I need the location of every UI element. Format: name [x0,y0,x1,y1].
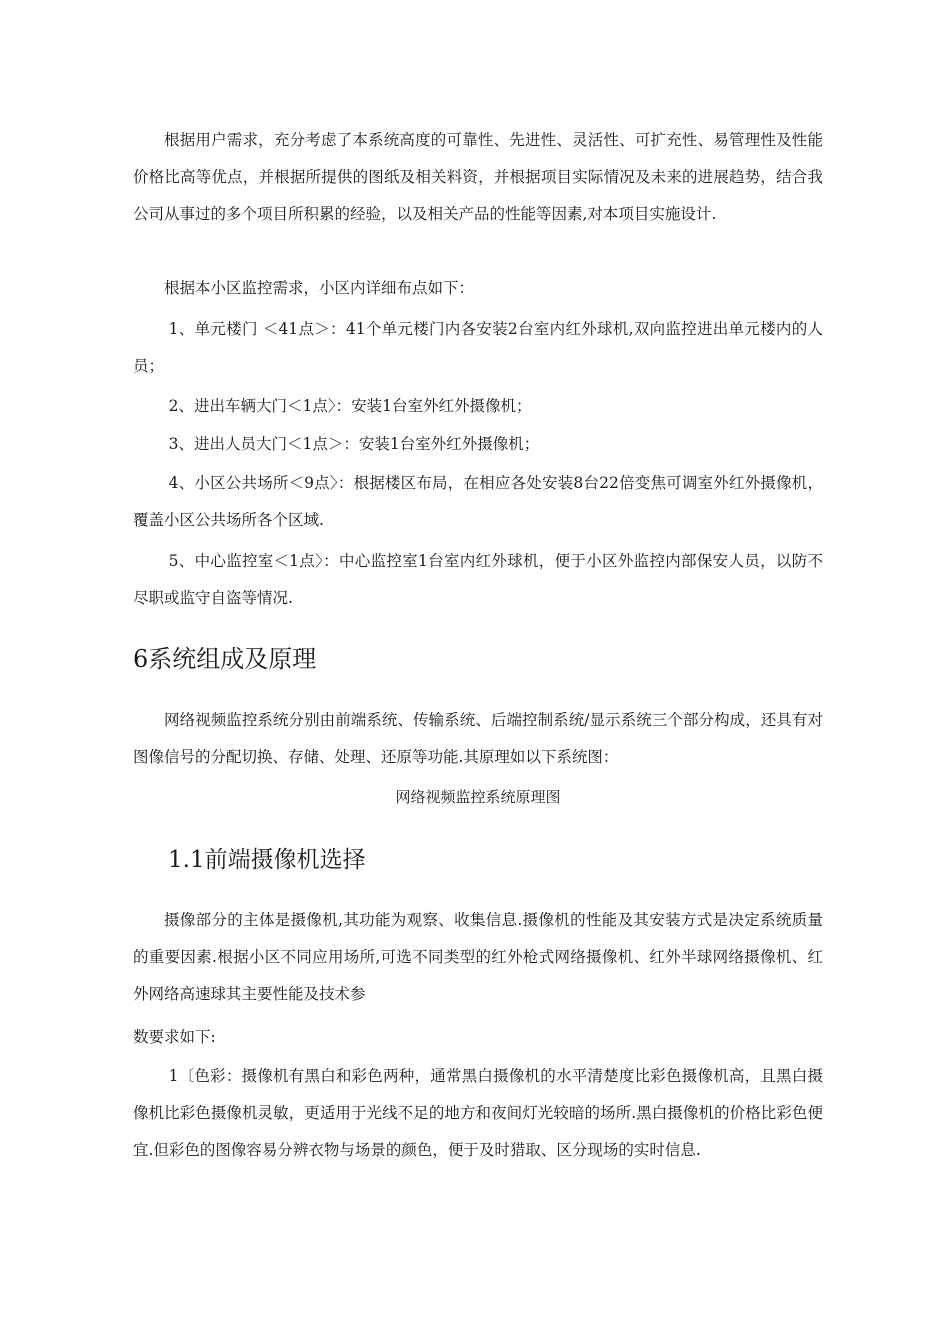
list-item: 2、进出车辆大门＜1点〉：安装1台室外红外摄像机； [168,397,532,415]
subsection-paragraph: 摄像部分的主体是摄像机,其功能为观察、收集信息.摄像机的性能及其安装方式是决定系统质量的重要因素.根据小区不同应用场所,可选不同类型的红外枪式网络摄像机、红外半球网络摄像机、红外网络高速球其主要性能及技术参 [133,911,823,1003]
section-heading: 6系统组成及原理 [133,645,317,673]
layout-intro-paragraph: 根据本小区监控需求，小区内详细布点如下： [164,279,475,297]
list-item: 4、小区公共场所＜9点〉：根据楼区布局，在相应各处安装8台22倍变焦可调室外红外摄像机，覆盖小区公共场所各个区域. [133,474,823,529]
list-item: 3、进出人员大门＜1点＞：安装1台室外红外摄像机； [168,435,540,453]
subsection-heading: 1.1前端摄像机选择 [168,847,366,873]
figure-caption: 网络视频监控系统原理图 [395,788,561,806]
section-paragraph: 网络视频监控系统分别由前端系统、传输系统、后端控制系统/显示系统三个部分构成，还具有对图像信号的分配切换、存储、处理、还原等功能.其原理如以下系统图： [133,711,823,766]
list-item: 5、中心监控室＜1点〉：中心监控室1台室内红外球机，便于小区外监控内部保安人员，以防不尽职或监守自盗等情况. [133,552,823,607]
color-paragraph: 1〔色彩：摄像机有黑白和彩色两种，通常黑白摄像机的水平清楚度比彩色摄像机高，且黑白摄像机比彩色摄像机灵敏，更适用于光线不足的地方和夜间灯光较暗的场所.黑白摄像机的价格比彩色便宜.但彩色的图像容易分辨衣物与场景的颜色，便于及时猎取、区分现场的实时信息. [133,1067,823,1159]
list-item: 1、单元楼门 ＜41点＞：41个单元楼门内各安装2台室内红外球机,双向监控进出单元楼内的人员； [133,320,823,375]
document-page [133,0,823,1344]
intro-paragraph: 根据用户需求，充分考虑了本系统高度的可靠性、先进性、灵活性、可扩充性、易管理性及性能价格比高等优点，并根据所提供的图纸及相关料资，并根据项目实际情况及未来的进展趋势，结合我公司从事过的多个项目所积累的经验，以及相关产品的性能等因素,对本项目实施设计. [133,131,823,223]
continuation-paragraph: 数要求如下: [133,1028,216,1046]
